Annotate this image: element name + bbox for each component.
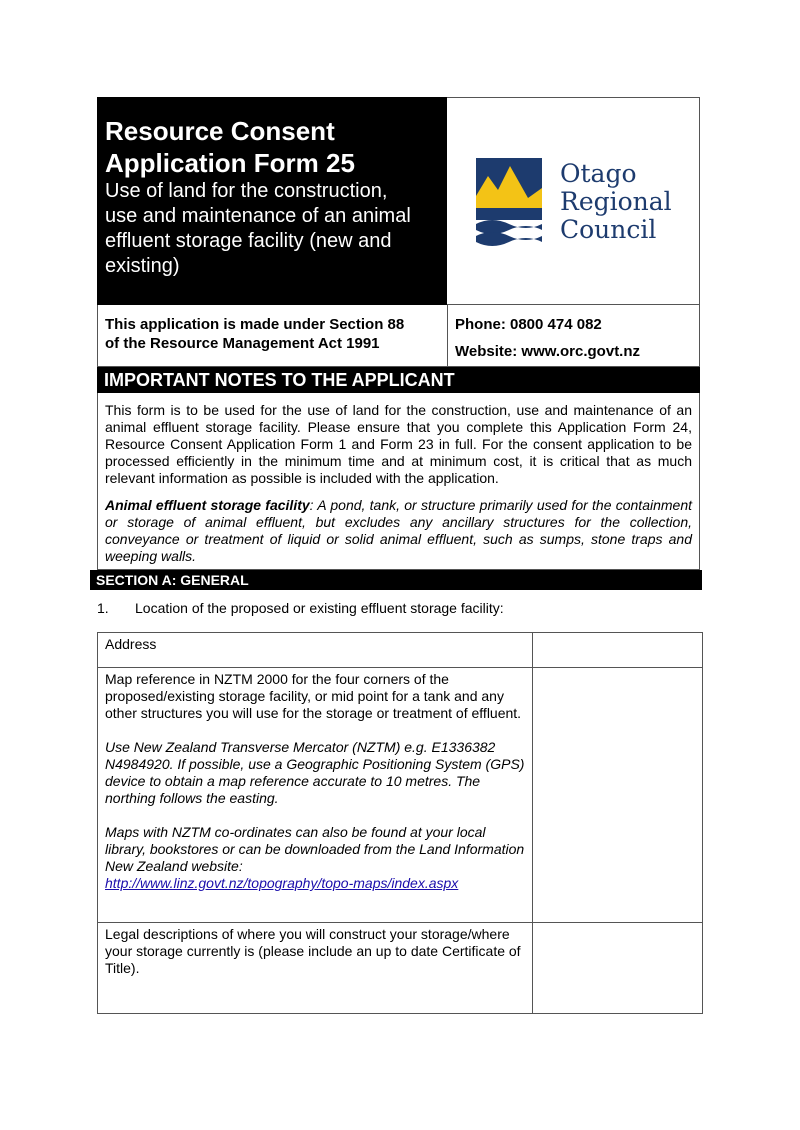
- form-title-line: Resource Consent: [105, 116, 335, 146]
- legislation-line: of the Resource Management Act 1991: [105, 335, 380, 352]
- notes-paragraph: This form is to be used for the use of land for the construction, use and maintenance of an animal effluent storage facility. Please ensure that you complete this Application Form 24, Resource Consent Application Form 1 and Form 23 in full. For the consent application to be processed efficiently in the minimum time and at minimum cost, it is critical that as much relevant information as possible is included with the application.: [105, 402, 692, 486]
- map-reference-intro: Map reference in NZTM 2000 for the four corners of the proposed/existing storage facility, or mid point for a tank and any other structures you will use for the storage or treatment of effluent.: [105, 671, 522, 721]
- map-source-note: Maps with NZTM co-ordinates can also be found at your local library, bookstores or can be downloaded from the Land Information New Zealand website:: [105, 824, 525, 874]
- definition-paragraph: [105, 497, 692, 565]
- legislation-line: This application is made under Section 88: [105, 316, 405, 333]
- question-text: Location of the proposed or existing effluent storage facility:: [135, 600, 504, 616]
- nztm-instructions: Use New Zealand Transverse Mercator (NZTM) e.g. E1336382 N4984920. If possible, use a Geographic Positioning System (GPS) device to obtain a map reference accurate to 10 metres. The northing follows the easting.: [105, 739, 525, 806]
- notes-heading: IMPORTANT NOTES TO THE APPLICANT: [97, 367, 700, 393]
- form-subtitle-line: Use of land for the construction,: [105, 180, 388, 202]
- location-table: [97, 632, 703, 1014]
- phone-number: Phone: 0800 474 082: [455, 316, 602, 333]
- legal-description-label: Legal descriptions of where you will construct your storage/where your storage currently is (please include an up to date Certificate of Title).: [98, 923, 533, 1014]
- address-label: Address: [98, 633, 533, 668]
- orc-logo-icon: [476, 158, 544, 250]
- map-reference-input-cell[interactable]: [533, 668, 703, 923]
- definition-term: Animal effluent storage facility: [105, 497, 310, 513]
- form-subtitle: [105, 179, 439, 279]
- question-number: 1.: [97, 600, 109, 616]
- form-title-line: Application Form 25: [105, 148, 355, 178]
- logo-word: Regional: [560, 187, 672, 216]
- legislation-note: [97, 305, 447, 367]
- table-row: [98, 633, 703, 668]
- orc-logo: [476, 158, 676, 253]
- definition-text: : A pond, tank, or structure primarily used for the containment or storage of animal effluent, but excludes any ancillary structures for the collection, conveyance or treatment of liquid or solid animal effluent, such as sumps, stone traps and weeping walls.: [105, 497, 692, 564]
- logo-word: Council: [560, 215, 657, 244]
- table-row: [98, 668, 703, 923]
- notes-body: [97, 393, 700, 570]
- form-subtitle-line: existing): [105, 255, 180, 277]
- form-subtitle-line: effluent storage facility (new and: [105, 230, 392, 252]
- table-row: [98, 923, 703, 1014]
- map-reference-label: [98, 668, 533, 923]
- linz-link[interactable]: http://www.linz.govt.nz/topography/topo-maps/index.aspx: [105, 875, 459, 891]
- contact-info: [447, 305, 700, 367]
- section-heading: SECTION A: GENERAL: [90, 570, 702, 590]
- form-title-block: [97, 97, 447, 305]
- address-input-cell[interactable]: [533, 633, 703, 668]
- form-subtitle-line: use and maintenance of an animal: [105, 205, 411, 227]
- form-title: [105, 115, 439, 179]
- legal-description-input-cell[interactable]: [533, 923, 703, 1014]
- website-address: Website: www.orc.govt.nz: [455, 343, 641, 360]
- logo-word: Otago: [560, 159, 637, 188]
